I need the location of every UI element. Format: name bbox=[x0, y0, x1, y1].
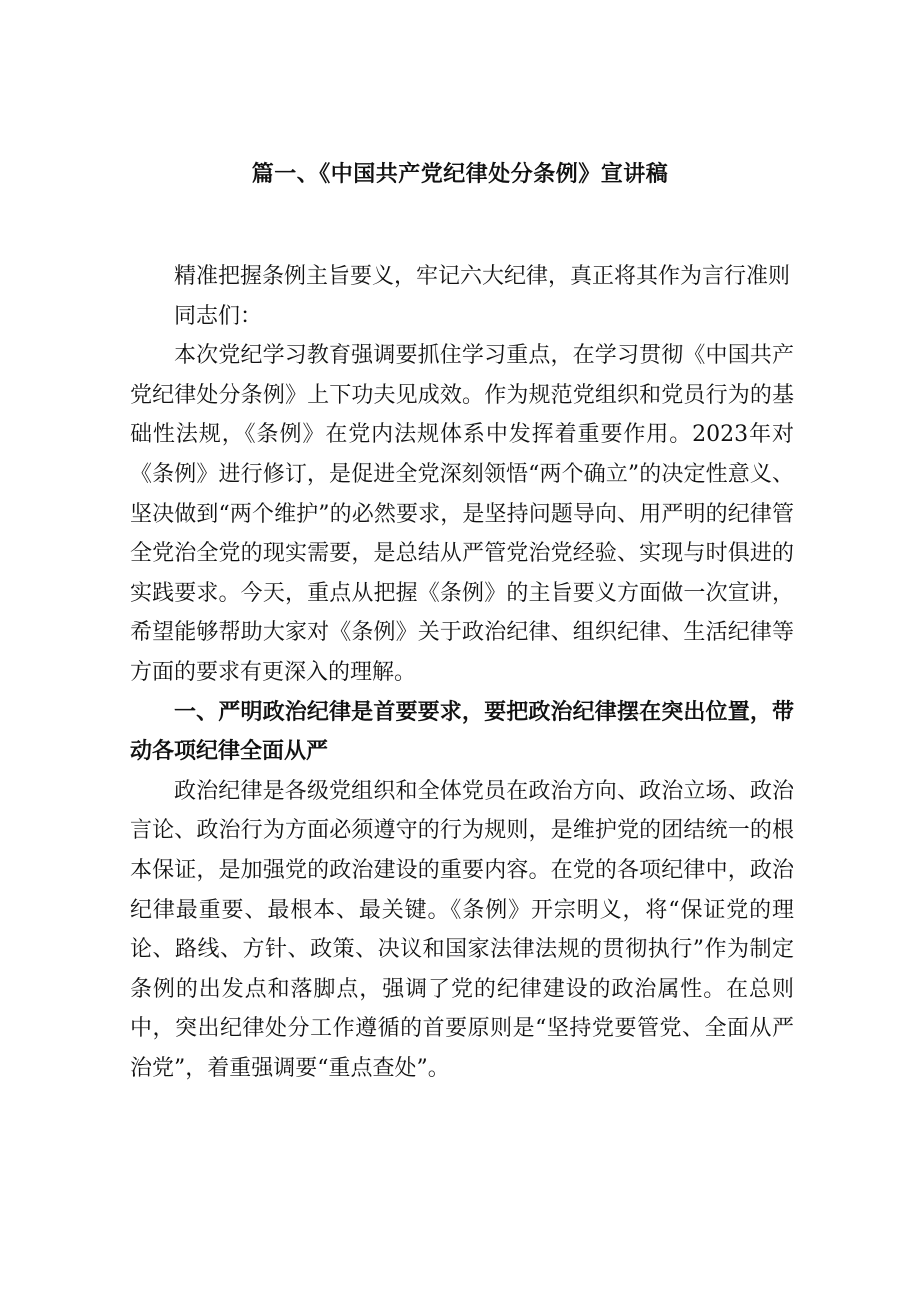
document-title: 篇一、《中国共产党纪律处分条例》宣讲稿 bbox=[251, 161, 669, 187]
document-subtitle: 精准把握条例主旨要义，牢记六大纪律，真正将其作为言行准则 bbox=[174, 264, 791, 289]
section-paragraph: 政治纪律是各级党组织和全体党员在政治方向、政治立场、政治言论、政治行为方面必须遵守的行为规则，是维护党的团结统一的根本保证，是加强党的政治建设的重要内容。在党的各项纪律中，政治纪律最重要、最根本、最关键。《条例》开宗明义，将“保证党的理论、路线、方针、政策、决议和国家法律法规的贯彻执行”作为制定条例的出发点和落脚点，强调了党的纪律建设的政治属性。在总则中，突出纪律处分工作遵循的首要原则是“坚持党要管党、全面从严治党”，着重强调要“重点查处”。 bbox=[130, 778, 794, 1081]
intro-paragraph: 本次党纪学习教育强调要抓住学习重点，在学习贯彻《中国共产党纪律处分条例》上下功夫见成效。作为规范党组织和党员行为的基础性法规，《条例》在党内法规体系中发挥着重要作用。2023年对《条例》进行修订，是促进全党深刻领悟“两个确立”的决定性意义、坚决做到“两个维护”的必然要求，是坚持问题导向、用严明的纪律管全党治全党的现实需要，是总结从严管党治党经验、实现与时俱进的实践要求。今天，重点从把握《条例》的主旨要义方面做一次宣讲，希望能够帮助大家对《条例》关于政治纪律、组织纪律、生活纪律等方面的要求有更深入的理解。 bbox=[130, 343, 794, 685]
greeting: 同志们： bbox=[174, 303, 263, 329]
document-body bbox=[130, 257, 794, 1088]
section-heading: 一、严明政治纪律是首要要求，要把政治纪律摆在突出位置，带动各项纪律全面从严 bbox=[130, 698, 794, 765]
